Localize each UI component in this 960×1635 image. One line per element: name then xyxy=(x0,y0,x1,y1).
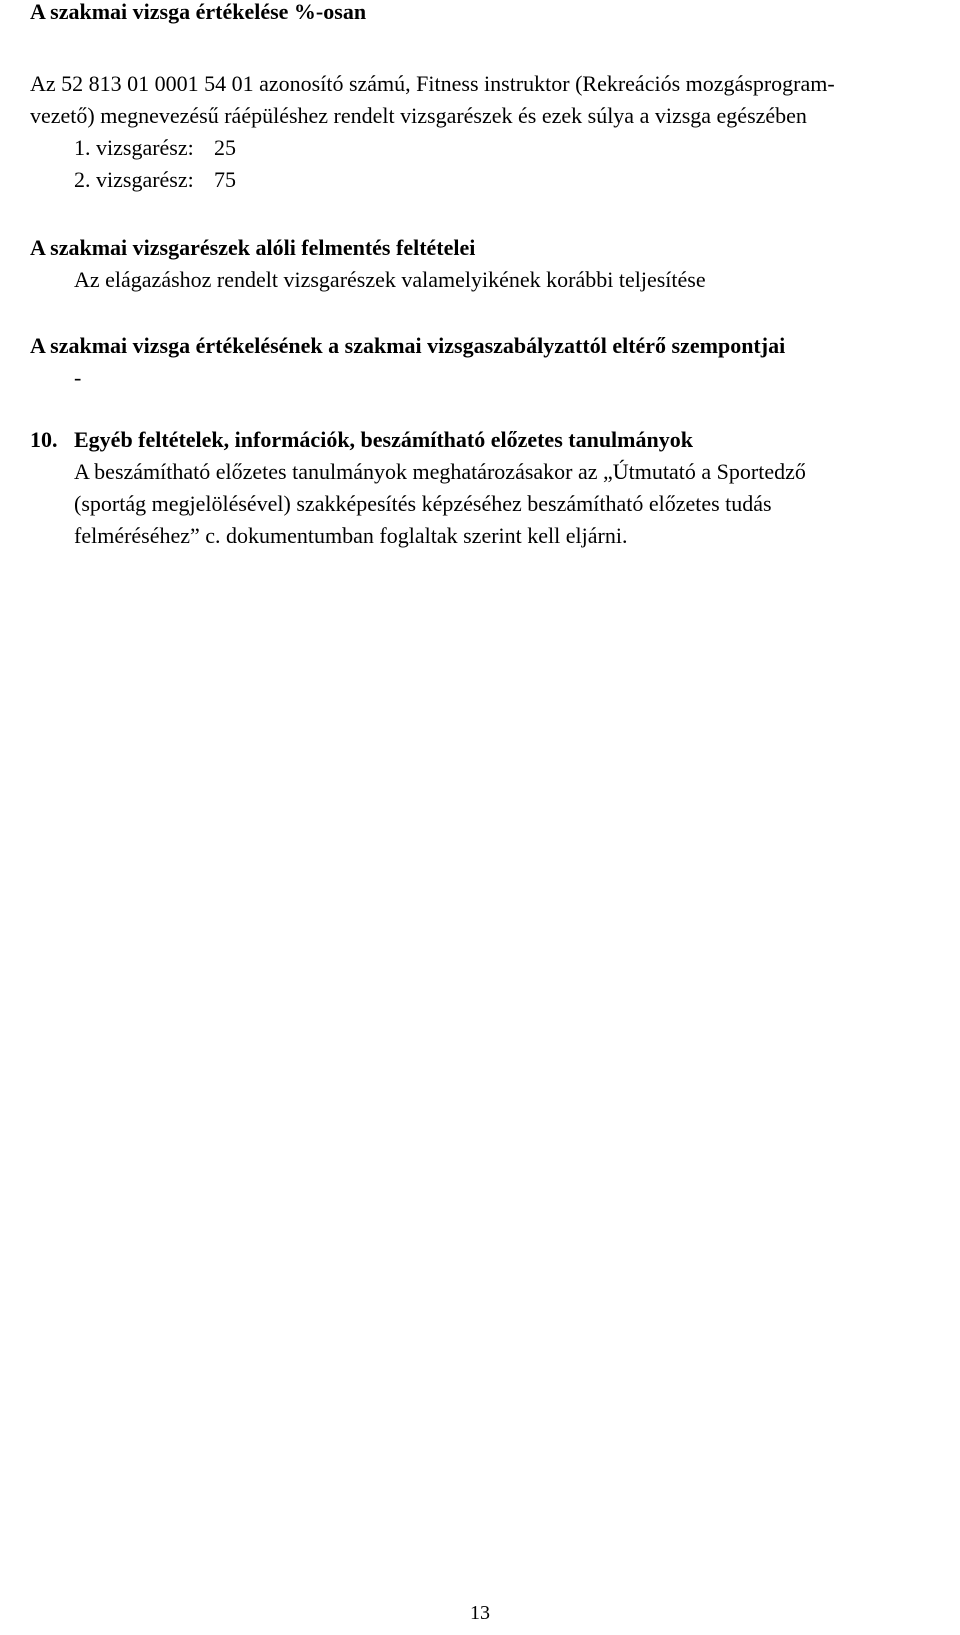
section-number: 10. xyxy=(30,427,58,452)
section-10-heading xyxy=(30,424,693,456)
deviation-heading: A szakmai vizsga értékelésének a szakmai vizsgaszabályzattól eltérő szempontjai xyxy=(30,333,786,358)
section-title: A szakmai vizsga értékelése %-osan xyxy=(30,0,367,24)
exam-part-row xyxy=(74,164,236,196)
intro-line-1: Az 52 813 01 0001 54 01 azonosító számú, Fitness instruktor (Rekreációs mozgásprogram- xyxy=(30,71,835,96)
section-10-line-2: (sportág megjelölésével) szakképesítés képzéséhez beszámítható előzetes tudás xyxy=(74,491,772,516)
exam-part-weight: 75 xyxy=(214,167,236,192)
exam-part-label: 2. vizsgarész: xyxy=(74,167,194,192)
exemption-heading: A szakmai vizsgarészek alóli felmentés feltételei xyxy=(30,235,476,260)
section-heading-text: Egyéb feltételek, információk, beszámítható előzetes tanulmányok xyxy=(74,427,693,452)
section-10-line-3: felméréséhez” c. dokumentumban foglaltak szerint kell eljárni. xyxy=(74,523,628,548)
exam-part-label: 1. vizsgarész: xyxy=(74,135,194,160)
section-10-line-1: A beszámítható előzetes tanulmányok meghatározásakor az „Útmutató a Sportedző xyxy=(74,459,806,484)
exemption-text: Az elágazáshoz rendelt vizsgarészek valamelyikének korábbi teljesítése xyxy=(74,267,706,292)
exam-part-row xyxy=(74,132,236,164)
exam-part-weight: 25 xyxy=(214,135,236,160)
deviation-text: - xyxy=(74,365,82,390)
intro-line-2: vezető) megnevezésű ráépüléshez rendelt vizsgarészek és ezek súlya a vizsga egészében xyxy=(30,103,807,128)
page-number: 13 xyxy=(470,1602,490,1624)
